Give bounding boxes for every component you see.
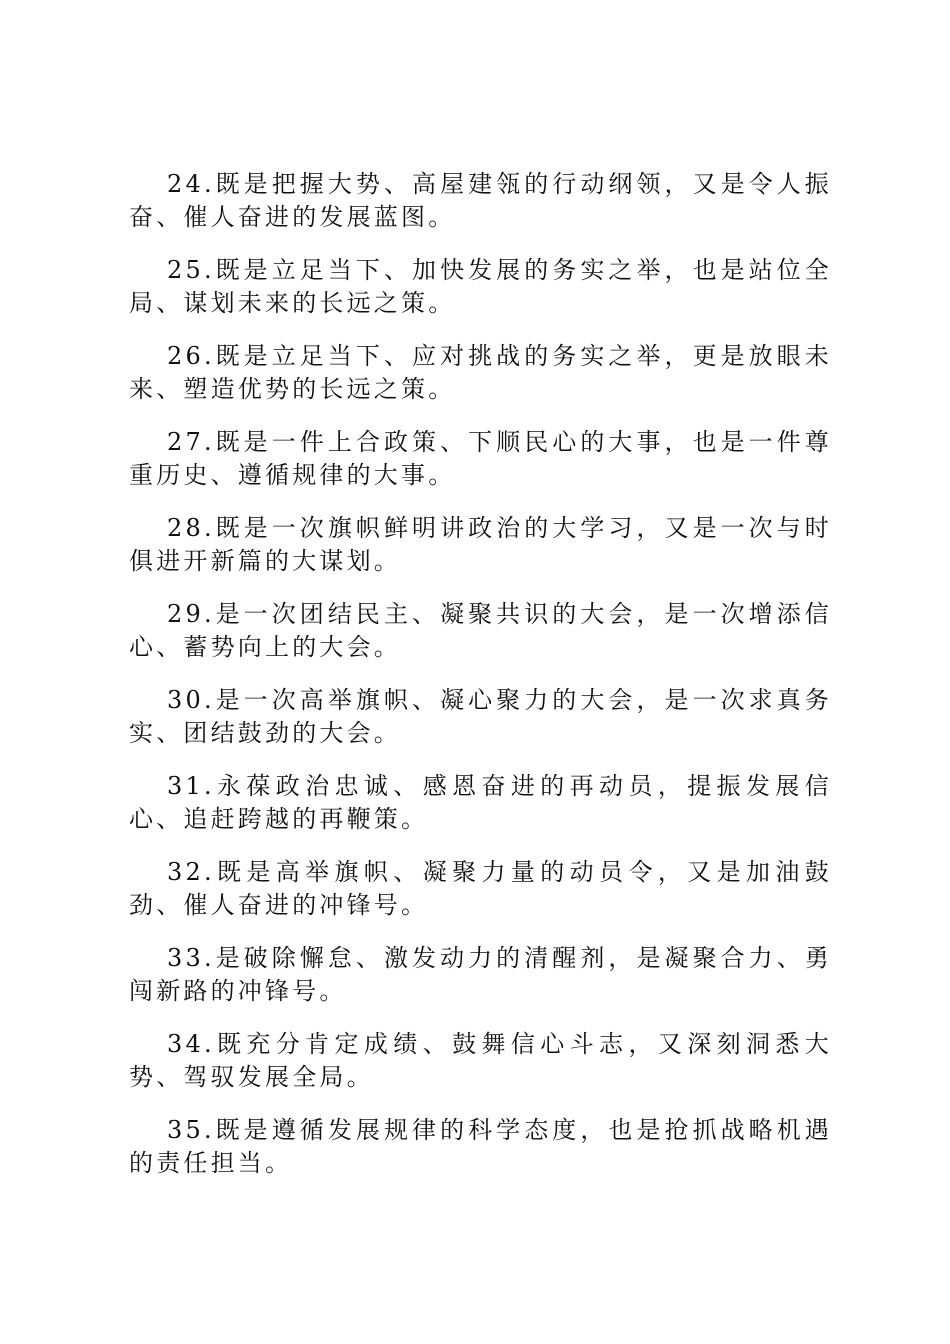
list-item: 31.永葆政治忠诚、感恩奋进的再动员，提振发展信心、追赶跨越的再鞭策。 [129, 772, 832, 833]
list-item: 29.是一次团结民主、凝聚共识的大会，是一次增添信心、蓄势向上的大会。 [129, 600, 832, 661]
document-body [129, 168, 832, 1200]
list-item: 35.既是遵循发展规律的科学态度，也是抢抓战略机遇的责任担当。 [129, 1116, 832, 1177]
list-item: 34.既充分肯定成绩、鼓舞信心斗志，又深刻洞悉大势、驾驭发展全局。 [129, 1030, 832, 1091]
list-item: 33.是破除懈怠、激发动力的清醒剂，是凝聚合力、勇闯新路的冲锋号。 [129, 944, 832, 1005]
list-item: 30.是一次高举旗帜、凝心聚力的大会，是一次求真务实、团结鼓劲的大会。 [129, 686, 832, 747]
list-item: 26.既是立足当下、应对挑战的务实之举，更是放眼未来、塑造优势的长远之策。 [129, 342, 832, 403]
list-item: 32.既是高举旗帜、凝聚力量的动员令，又是加油鼓劲、催人奋进的冲锋号。 [129, 858, 832, 919]
list-item: 27.既是一件上合政策、下顺民心的大事，也是一件尊重历史、遵循规律的大事。 [129, 428, 832, 489]
list-item: 24.既是把握大势、高屋建瓴的行动纲领，又是令人振奋、催人奋进的发展蓝图。 [129, 170, 832, 231]
list-item: 28.既是一次旗帜鲜明讲政治的大学习，又是一次与时俱进开新篇的大谋划。 [129, 514, 832, 575]
list-item: 25.既是立足当下、加快发展的务实之举，也是站位全局、谋划未来的长远之策。 [129, 256, 832, 317]
